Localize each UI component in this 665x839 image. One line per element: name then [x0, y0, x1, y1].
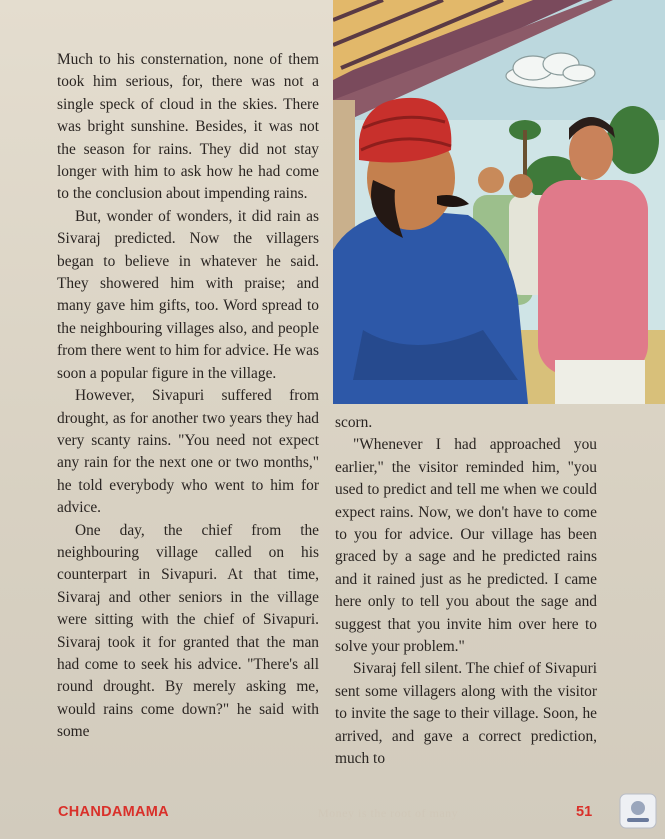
- paragraph: But, wonder of wonders, it did rain as Sivaraj predicted. Now the villagers began to believe in whatever he said. They showered him with praise; and many gave him gifts, too. Word spread to the neighbouring villages also, and people from there went to him for advice. He was soon a popular figure in the village.: [57, 207, 319, 382]
- paragraph: One day, the chief from the neighbouring village called on his counterpart in Sivapuri. At that time, Sivaraj and other seniors in the village were sitting with the chief of Sivapuri. Sivaraj took it for granted that the man had come to seek his advice. "There's all round drought. By merely asking me, would rains come down?" he said with some: [57, 521, 319, 741]
- paragraph: "Whenever I had approached you earlier," the visitor reminded him, "you used to predict and tell me when we could expect rains. Now, we don't have to come to you for advice. Our village has been graced by a sage and he predicted rains and it rained just as he predicted. I came here only to tell you about the sage and suggest that you invite him over here to solve your problem.": [335, 436, 597, 656]
- page-number: 51: [576, 804, 593, 820]
- publisher-logo-icon: [619, 793, 657, 829]
- left-text-column: [57, 49, 319, 744]
- story-illustration: [333, 0, 665, 404]
- magazine-brand: CHANDAMAMA: [58, 804, 169, 820]
- bleed-through-text: Money is the root of many: [318, 806, 459, 820]
- right-text-column: [335, 412, 597, 771]
- paragraph: Much to his consternation, none of them took him serious, for, there was not a single speck of cloud in the skies. There was bright sunshine. Besides, it was not the season for rains. They did not stay longer with him to ask how he had come to the conclusion about impending rains.: [57, 51, 319, 203]
- paragraph: Sivaraj fell silent. The chief of Sivapuri sent some villagers along with the visitor to invite the sage to their village. Soon, he arrived, and gave a correct prediction, much to: [335, 660, 597, 768]
- paragraph: However, Sivapuri suffered from drought, as for another two years they had very scanty rains. "You need not expect any rain for the next one or two months," he told everybody who went to him for advice.: [57, 387, 319, 517]
- paragraph: scorn.: [335, 414, 373, 431]
